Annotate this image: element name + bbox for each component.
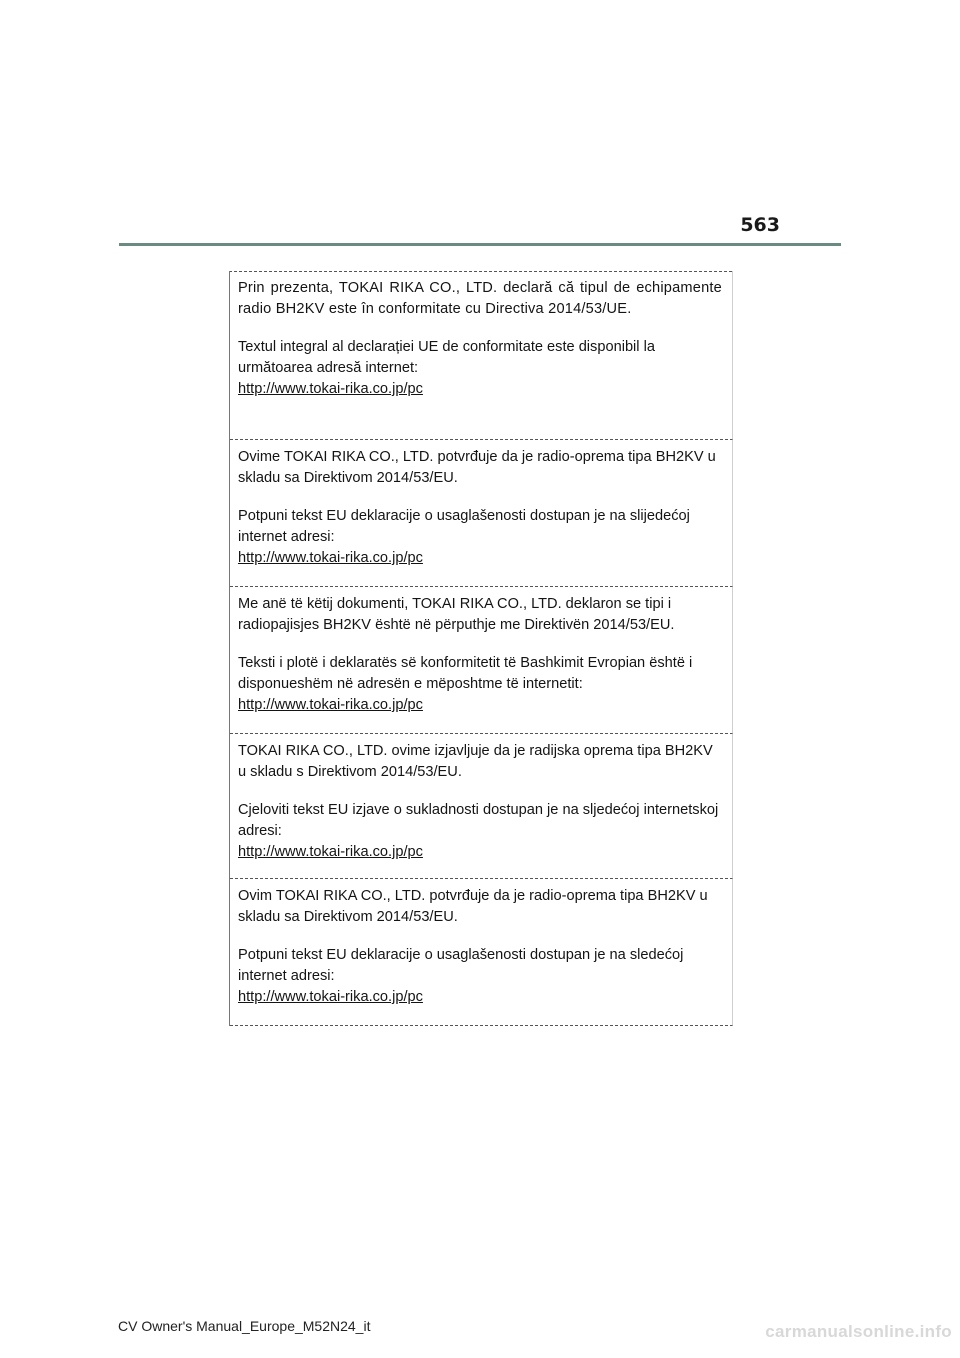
declaration-availability: Teksti i plotë i deklaratës së konformitetit të Bashkimit Evropian është i disponueshëm në adresën e mëposhtme të internetit: xyxy=(238,655,693,692)
declaration-croatian xyxy=(230,734,733,879)
declaration-availability: Textul integral al declarației UE de conformitate este disponibil la următoarea adresă internet: xyxy=(238,339,655,376)
declaration-albanian xyxy=(230,587,733,734)
declaration-scan xyxy=(229,271,733,1026)
declaration-statement: TOKAI RIKA CO., LTD. ovime izjavljuje da je radijska oprema tipa BH2KV u skladu s Direktivom 2014/53/EU. xyxy=(238,743,713,780)
declaration-availability: Cjeloviti tekst EU izjave o sukladnosti dostupan je na sljedećoj internetskoj adresi: xyxy=(238,802,719,839)
declaration-url-link[interactable]: http://www.tokai-rika.co.jp/pc xyxy=(238,697,423,713)
declaration-availability: Potpuni tekst EU deklaracije o usaglašenosti dostupan je na sledećoj internet adresi: xyxy=(238,947,684,984)
declaration-url-link[interactable]: http://www.tokai-rika.co.jp/pc xyxy=(238,989,423,1005)
declaration-romanian xyxy=(230,271,733,440)
declaration-url-link[interactable]: http://www.tokai-rika.co.jp/pc xyxy=(238,381,423,397)
declaration-url-link[interactable]: http://www.tokai-rika.co.jp/pc xyxy=(238,550,423,566)
declaration-statement: Ovim TOKAI RIKA CO., LTD. potvrđuje da je radio-oprema tipa BH2KV u skladu sa Direktivom 2014/53/EU. xyxy=(238,888,708,925)
header-rule xyxy=(119,243,841,246)
declaration-statement: Ovime TOKAI RIKA CO., LTD. potvrđuje da je radio-oprema tipa BH2KV u skladu sa Direktivom 2014/53/EU. xyxy=(238,449,716,486)
declaration-url-link[interactable]: http://www.tokai-rika.co.jp/pc xyxy=(238,844,423,860)
declaration-bosnian xyxy=(230,440,733,587)
page-number: 563 xyxy=(740,214,780,236)
footer-manual-title: CV Owner's Manual_Europe_M52N24_it xyxy=(118,1318,371,1334)
declaration-statement: Prin prezenta, TOKAI RIKA CO., LTD. declară că tipul de echipamente radio BH2KV este în conformitate cu Directiva 2014/53/UE. xyxy=(238,280,722,317)
declaration-statement: Me anë të këtij dokumenti, TOKAI RIKA CO., LTD. deklaron se tipi i radiopajisjes BH2KV është në përputhje me Direktivën 2014/53/EU. xyxy=(238,596,675,633)
watermark: carmanualsonline.info xyxy=(765,1322,952,1341)
declaration-serbian xyxy=(230,879,733,1026)
declaration-availability: Potpuni tekst EU deklaracije o usaglašenosti dostupan je na slijedećoj internet adresi: xyxy=(238,508,690,545)
